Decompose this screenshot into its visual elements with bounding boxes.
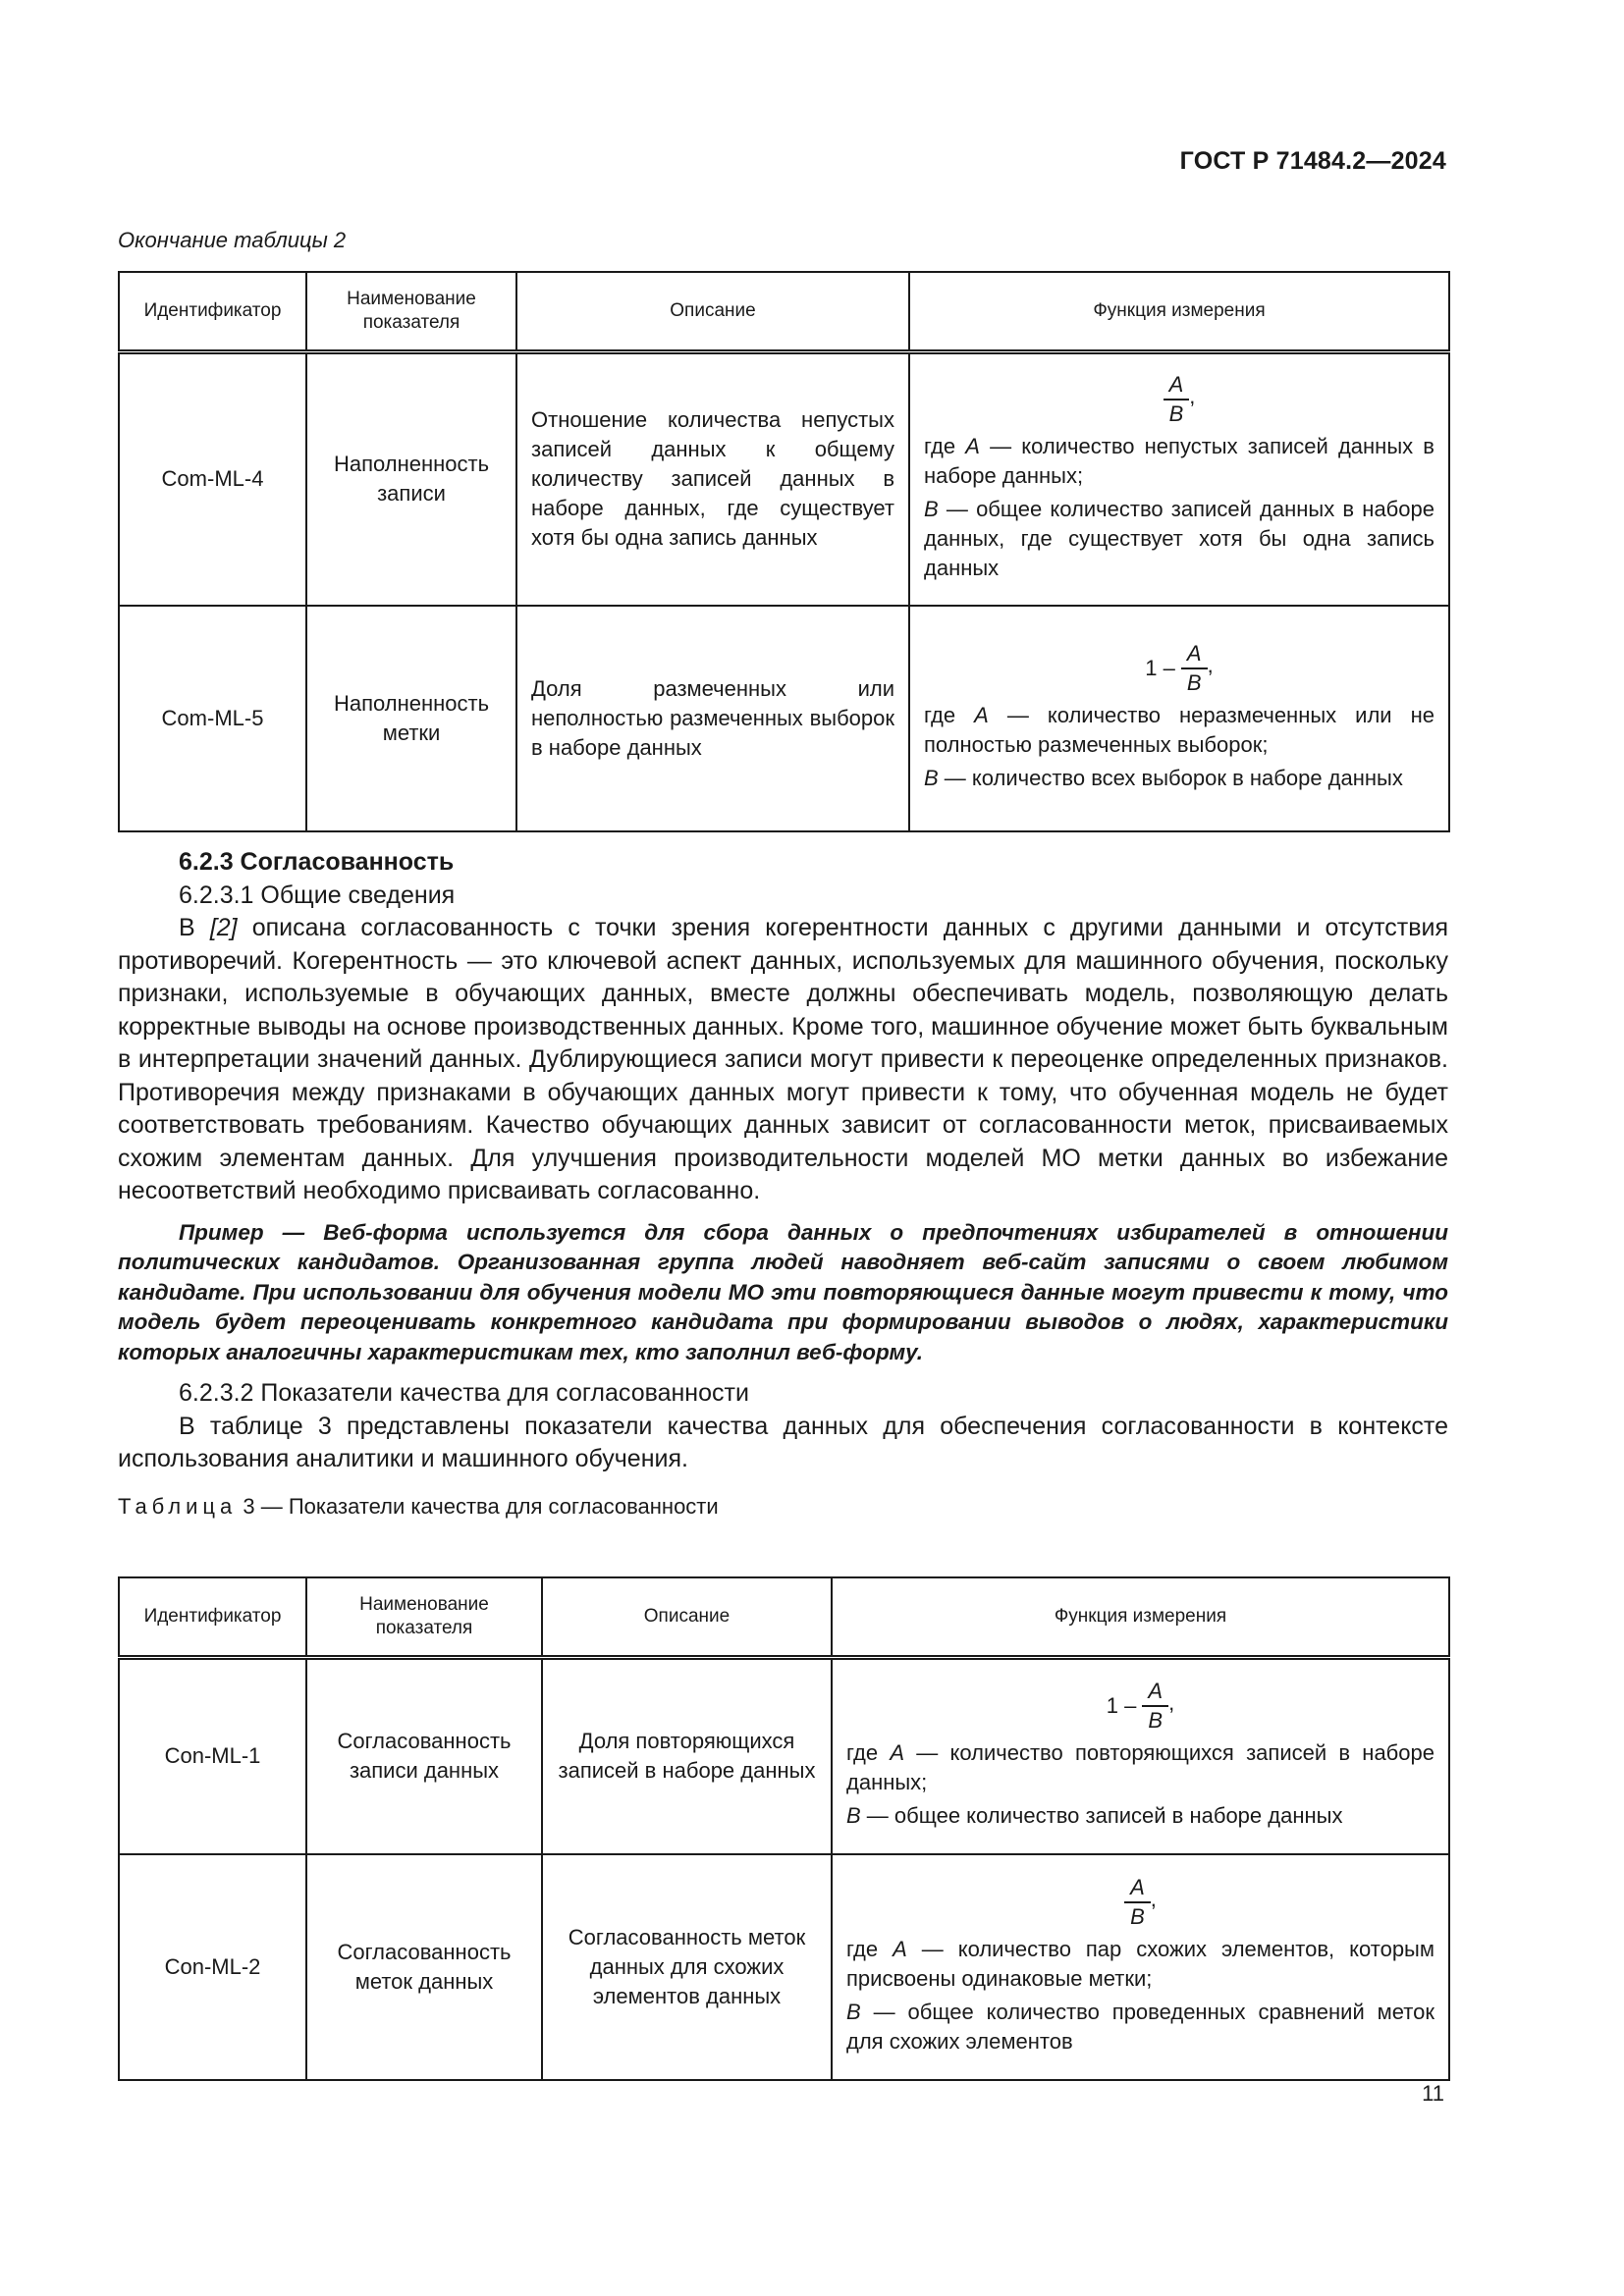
column-header-identifier: Идентификатор (119, 272, 306, 352)
where-a (924, 432, 1435, 491)
fraction (1164, 371, 1190, 428)
cell-identifier: Con-ML-2 (119, 1854, 306, 2080)
numerator: A (1181, 640, 1208, 669)
where-b (846, 1801, 1435, 1831)
column-header-description: Описание (516, 272, 909, 352)
name-line: Наполненность (333, 690, 490, 716)
where-b (846, 1998, 1435, 2056)
variable-a: A (893, 1936, 907, 1961)
cell-description: Доля повторяющихся записей в наборе данных (542, 1658, 832, 1854)
column-header-description: Описание (542, 1577, 832, 1658)
cell-identifier: Com-ML-5 (119, 606, 306, 831)
paragraph-start: В (179, 914, 210, 941)
cell-name (306, 606, 516, 831)
where-b-text: — общее количество проведенных сравнений меток для схожих элементов (846, 1999, 1435, 2054)
denominator: B (1168, 401, 1184, 427)
reference-link[interactable]: [2] (209, 914, 238, 941)
cell-description: Согласованность меток данных для схожих элементов данных (542, 1854, 832, 2080)
column-header-function: Функция измерения (832, 1577, 1449, 1658)
name-line: записи данных (349, 1758, 500, 1784)
section-body (118, 846, 1448, 1522)
where-prefix: где (846, 1936, 893, 1961)
where-b-text: — количество всех выборок в наборе данных (938, 765, 1403, 790)
variable-b: B (924, 765, 939, 790)
denominator: B (1148, 1708, 1164, 1734)
cell-function (832, 1658, 1449, 1854)
page-number: 11 (1422, 2081, 1444, 2106)
formula-suffix: , (1207, 652, 1214, 677)
formula-prefix: 1 – (1145, 655, 1175, 680)
where-a (846, 1738, 1435, 1797)
name-line: Согласованность (337, 1729, 512, 1754)
column-header-name: Наименование показателя (306, 272, 516, 352)
table-header-row (119, 272, 1449, 352)
variable-a: A (965, 434, 980, 459)
subsection-heading: 6.2.3.2 Показатели качества для согласованности (179, 1379, 749, 1407)
formula (924, 640, 1435, 697)
formula (846, 1874, 1435, 1931)
paragraph: В таблице 3 представлены показатели качества данных для обеспечения согласованности в контексте использования аналитики и машинного обучения. (118, 1412, 1448, 1472)
where-a (846, 1935, 1435, 1994)
variable-a: A (974, 702, 989, 727)
where-b (924, 764, 1435, 793)
where-b (924, 495, 1435, 583)
numerator: A (1164, 371, 1190, 400)
table-caption (118, 1490, 1448, 1523)
where-a-text: — количество непустых записей данных в наборе данных; (924, 434, 1435, 489)
numerator: A (1124, 1874, 1151, 1903)
example-note: Пример — Веб-форма используется для сбора данных о предпочтениях избирателей в отношении политических кандидатов. Организованная группа людей наводняет веб-сайт записями о своем любимом кандидате. При использовании для обучения модели МО эти повторяющиеся данные могут привести к тому, что модель будет переоценивать конкретного кандидата при формировании выводов о людях, характеристики которых аналогичны характеристикам тех, кто заполнил веб-форму. (118, 1219, 1448, 1364)
where-b-text: — общее количество записей в наборе данных (860, 1803, 1343, 1829)
name-line: метки (382, 720, 441, 745)
column-header-function: Функция измерения (909, 272, 1449, 352)
section-heading: 6.2.3 Согласованность (179, 848, 455, 876)
variable-a: A (890, 1740, 905, 1766)
where-prefix: где (924, 434, 966, 459)
cell-identifier: Con-ML-1 (119, 1658, 306, 1854)
variable-b: B (846, 1803, 861, 1829)
fraction (1142, 1678, 1168, 1735)
where-a-text: — количество повторяющихся записей в наборе данных; (846, 1740, 1435, 1795)
table-continuation-caption: Окончание таблицы 2 (118, 228, 347, 252)
formula (846, 1678, 1435, 1735)
formula-suffix: , (1168, 1690, 1175, 1716)
cell-name (306, 1854, 542, 2080)
formula (924, 371, 1435, 428)
where-prefix: где (846, 1740, 891, 1766)
denominator: B (1130, 1903, 1145, 1929)
table-row (119, 1854, 1449, 2080)
table-2-continuation (118, 271, 1450, 832)
cell-function (832, 1854, 1449, 2080)
where-a-text: — количество неразмеченных или не полностью размеченных выборок; (924, 702, 1435, 757)
cell-function (909, 352, 1449, 606)
column-header-identifier: Идентификатор (119, 1577, 306, 1658)
cell-name (306, 352, 516, 606)
cell-name (306, 1658, 542, 1854)
name-line: Согласованность (337, 1939, 512, 1964)
formula-prefix: 1 – (1106, 1693, 1137, 1719)
table-caption-word: Таблица (118, 1493, 238, 1519)
table-3 (118, 1576, 1450, 2081)
name-line: записи (377, 481, 446, 507)
fraction (1181, 640, 1208, 697)
name-line: Наполненность (333, 452, 490, 477)
cell-function (909, 606, 1449, 831)
formula-suffix: , (1150, 1886, 1157, 1911)
name-line: меток данных (354, 1968, 494, 1994)
cell-identifier: Com-ML-4 (119, 352, 306, 606)
table-row (119, 352, 1449, 606)
where-a (924, 701, 1435, 760)
where-a-text: — количество пар схожих элементов, которым присвоены одинаковые метки; (846, 1936, 1435, 1991)
variable-b: B (924, 497, 939, 522)
cell-description: Доля размеченных или неполностью размеченных выборок в наборе данных (516, 606, 909, 831)
document-code: ГОСТ Р 71484.2—2024 (1179, 147, 1446, 175)
where-prefix: где (924, 702, 975, 727)
where-b-text: — общее количество записей данных в наборе данных, где существует хотя бы одна запись данных (924, 497, 1435, 581)
numerator: A (1142, 1678, 1168, 1707)
fraction (1124, 1874, 1151, 1931)
denominator: B (1186, 669, 1202, 695)
column-header-name: Наименование показателя (306, 1577, 542, 1658)
subsection-heading: 6.2.3.1 Общие сведения (179, 881, 456, 909)
table-row (119, 606, 1449, 831)
cell-description: Отношение количества непустых записей данных к общему количеству записей данных в наборе данных, где существует хотя бы одна запись данных (516, 352, 909, 606)
paragraph (118, 912, 1448, 1208)
formula-suffix: , (1189, 384, 1196, 409)
table-caption-text: 3 — Показатели качества для согласованности (237, 1493, 719, 1519)
variable-b: B (846, 1999, 861, 2024)
table-row (119, 1658, 1449, 1854)
table-header-row (119, 1577, 1449, 1658)
paragraph-text: описана согласованность с точки зрения когерентности данных с другими данными и отсутствия противоречий. Когерентность — это ключевой аспект данных, используемых для машинного обучения, поскольку признаки, используемые в обучающих данных, вместе должны обеспечивать модель, позволяющую делать корректные выводы на основе производственных данных. Кроме того, машинное обучение может быть буквальным в интерпретации значений данных. Дублирующиеся записи могут привести к переоценке определенных признаков. Противоречия между признаками в обучающих данных могут привести к тому, что обученная модель не будет соответствовать требованиям. Качество обучающих данных зависит от согласованности меток, присваиваемых схожим элементам данных. Для улучшения производительности моделей МО метки данных во избежание несоответствий необходимо присваивать согласованно. (118, 914, 1448, 1204)
